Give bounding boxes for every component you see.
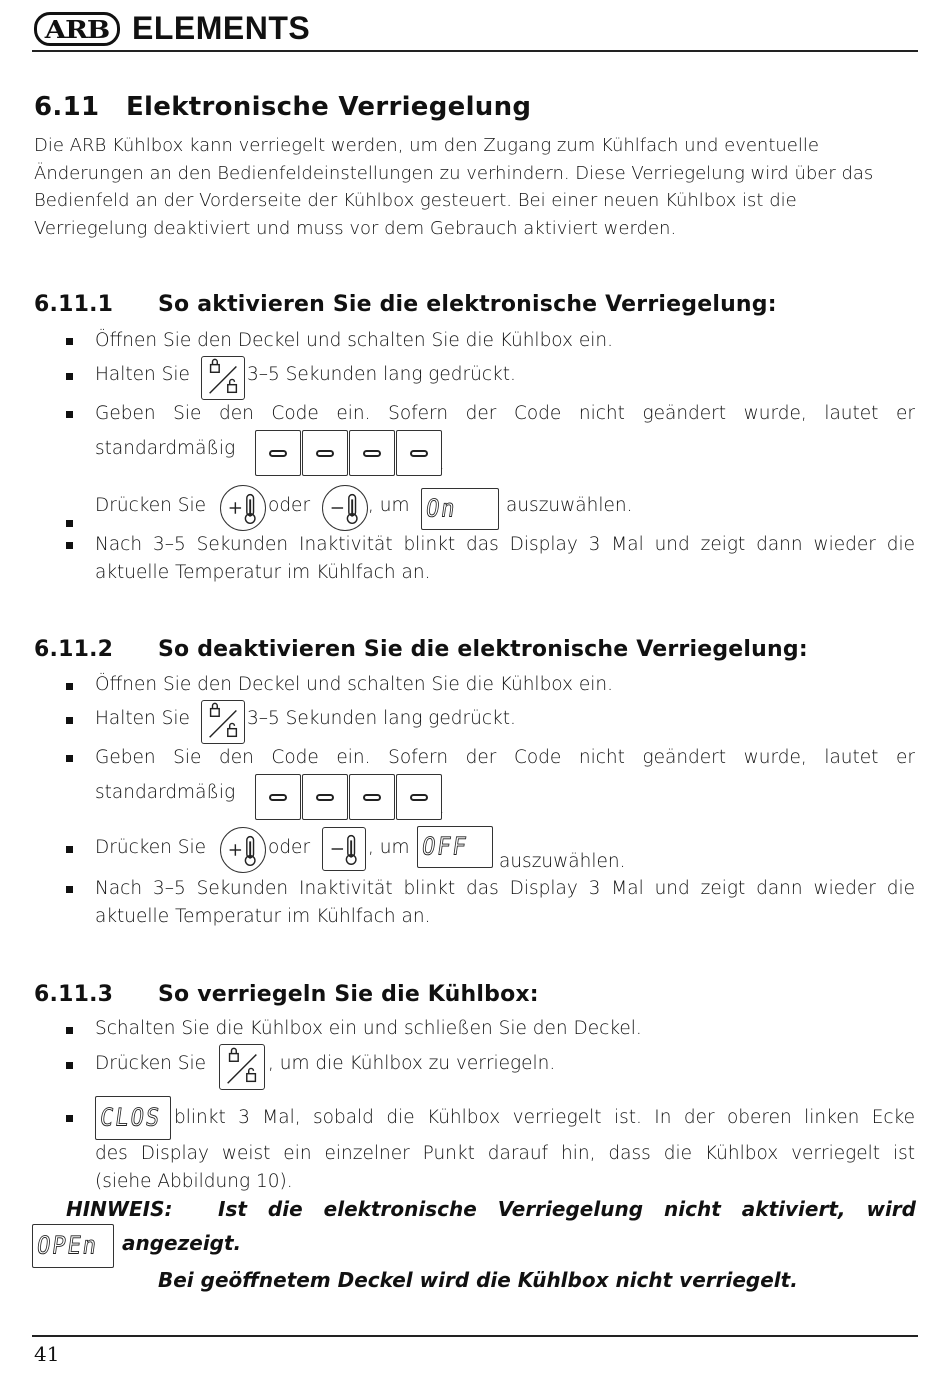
section-title: Elektronische Verriegelung: [126, 92, 532, 122]
code-digit-icon: [396, 774, 442, 820]
header-divider: [32, 50, 918, 52]
temp-minus-key-icon: [322, 827, 366, 871]
list-item-text: auszuwählen.: [499, 851, 626, 872]
code-digit-icon: [349, 774, 395, 820]
subsection-heading-1: [34, 292, 777, 317]
list-item-text: Nach 3–5 Sekunden Inaktivität blinkt das Display 3 Mal und zeigt dann wieder die: [95, 534, 915, 555]
bullet: [66, 1062, 73, 1069]
code-digit-icon: [302, 774, 348, 820]
list-item-text: aktuelle Temperatur im Kühlfach an.: [95, 562, 431, 583]
code-digit-icon: [255, 774, 301, 820]
note-text: Bei geöffnetem Deckel wird die Kühlbox nicht verriegelt.: [158, 1268, 798, 1292]
subsection-heading-3: [34, 982, 539, 1007]
list-item-text: standardmäßig: [95, 782, 236, 803]
subsection-number: 6.11.2: [34, 637, 114, 662]
lcd-text: On: [424, 495, 459, 523]
bullet: [66, 755, 73, 762]
list-item-text: Geben Sie den Code ein. Sofern der Code nicht geändert wurde, lautet er: [95, 747, 915, 768]
list-item-text: Nach 3–5 Sekunden Inaktivität blinkt das Display 3 Mal und zeigt dann wieder die: [95, 878, 915, 899]
list-item-text: 3–5 Sekunden lang gedrückt.: [247, 364, 516, 385]
subsection-number: 6.11.3: [34, 982, 114, 1007]
list-item-text: Geben Sie den Code ein. Sofern der Code nicht geändert wurde, lautet er: [95, 403, 915, 424]
list-item-text: Halten Sie: [95, 708, 190, 729]
subsection-title: So aktivieren Sie die elektronische Verriegelung:: [158, 292, 777, 317]
bullet: [66, 542, 73, 549]
list-item-text: oder: [268, 837, 311, 858]
list-item-text: .: [440, 802, 444, 816]
lcd-display: [421, 488, 499, 530]
brand-title: ELEMENTS: [132, 10, 311, 46]
bullet: [66, 1027, 73, 1034]
subsection-title: So verriegeln Sie die Kühlbox:: [158, 982, 539, 1007]
list-item-text: standardmäßig: [95, 438, 236, 459]
section-heading: [34, 92, 531, 122]
subsection-number: 6.11.1: [34, 292, 114, 317]
subsection-title: So deaktivieren Sie die elektronische Verriegelung:: [158, 637, 808, 662]
lcd-display: [32, 1224, 114, 1268]
bullet: [66, 338, 73, 345]
lcd-text: OPEn: [35, 1232, 100, 1260]
bullet: [66, 846, 73, 853]
bullet: [66, 717, 73, 724]
bullet: [66, 886, 73, 893]
temp-plus-key-icon: [220, 827, 266, 873]
bullet: [66, 1115, 73, 1122]
list-item-text: aktuelle Temperatur im Kühlfach an.: [95, 906, 431, 927]
note-label: HINWEIS:: [66, 1197, 173, 1221]
note-text: angezeigt.: [122, 1231, 242, 1255]
list-item: Öffnen Sie den Deckel und schalten Sie die Kühlbox ein.: [95, 330, 614, 351]
arb-logo: [34, 12, 120, 46]
code-digit-icon: [255, 430, 301, 476]
lcd-display: [95, 1096, 171, 1140]
lcd-text: OFF: [420, 833, 470, 861]
list-item-text: oder: [268, 495, 311, 516]
bullet: [66, 520, 73, 527]
list-item-text: Drücken Sie: [95, 1053, 207, 1074]
lock-key-icon: [219, 1044, 265, 1090]
list-item: Öffnen Sie den Deckel und schalten Sie die Kühlbox ein.: [95, 674, 614, 695]
list-item-text: des Display weist ein einzelner Punkt darauf hin, dass die Kühlbox verriegelt ist: [95, 1143, 915, 1164]
note-text: Ist die elektronische Verriegelung nicht aktiviert, wird: [218, 1197, 916, 1221]
subsection-heading-2: [34, 637, 808, 662]
code-digit-icon: [349, 430, 395, 476]
logo-text: ARB: [44, 14, 110, 44]
list-item: Schalten Sie die Kühlbox ein und schließen Sie den Deckel.: [95, 1018, 642, 1039]
list-item-text: Drücken Sie: [95, 837, 207, 858]
list-item-text: Halten Sie: [95, 364, 190, 385]
lcd-display: [417, 826, 493, 868]
page-number: 41: [34, 1342, 60, 1366]
bullet: [66, 373, 73, 380]
lcd-text: CLOS: [98, 1104, 163, 1132]
list-item-text: , um: [368, 495, 410, 516]
list-item-text: .: [440, 458, 444, 472]
footer-divider: [32, 1335, 918, 1337]
list-item-text: (siehe Abbildung 10).: [95, 1171, 293, 1192]
temp-minus-key-icon: [322, 485, 368, 531]
list-item-text: Drücken Sie: [95, 495, 207, 516]
page-header: [32, 8, 918, 52]
list-item-text: 3–5 Sekunden lang gedrückt.: [247, 708, 516, 729]
temp-plus-key-icon: [220, 485, 266, 531]
bullet: [66, 683, 73, 690]
lock-key-icon: [201, 700, 245, 744]
list-item-text: auszuwählen.: [506, 495, 633, 516]
bullet: [66, 411, 73, 418]
list-item-text: , um die Kühlbox zu verriegeln.: [268, 1053, 556, 1074]
list-item-text: , um: [368, 837, 410, 858]
section-intro: Die ARB Kühlbox kann verriegelt werden, um den Zugang zum Kühlfach und eventuelle Änderungen an den Bedienfeldeinstellungen zu verhindern. Diese Verriegelung wird über das Bedienfeld an der Vorderseite der Kühlbox gesteuert. Bei einer neuen Kühlbox ist die Verriegelung deaktiviert und muss vor dem Gebrauch aktiviert werden.: [34, 135, 874, 239]
list-item-text: blinkt 3 Mal, sobald die Kühlbox verriegelt ist. In der oberen linken Ecke: [174, 1107, 915, 1128]
code-digit-icon: [302, 430, 348, 476]
code-digit-icon: [396, 430, 442, 476]
lock-key-icon: [201, 356, 245, 400]
section-number: 6.11: [34, 92, 100, 122]
